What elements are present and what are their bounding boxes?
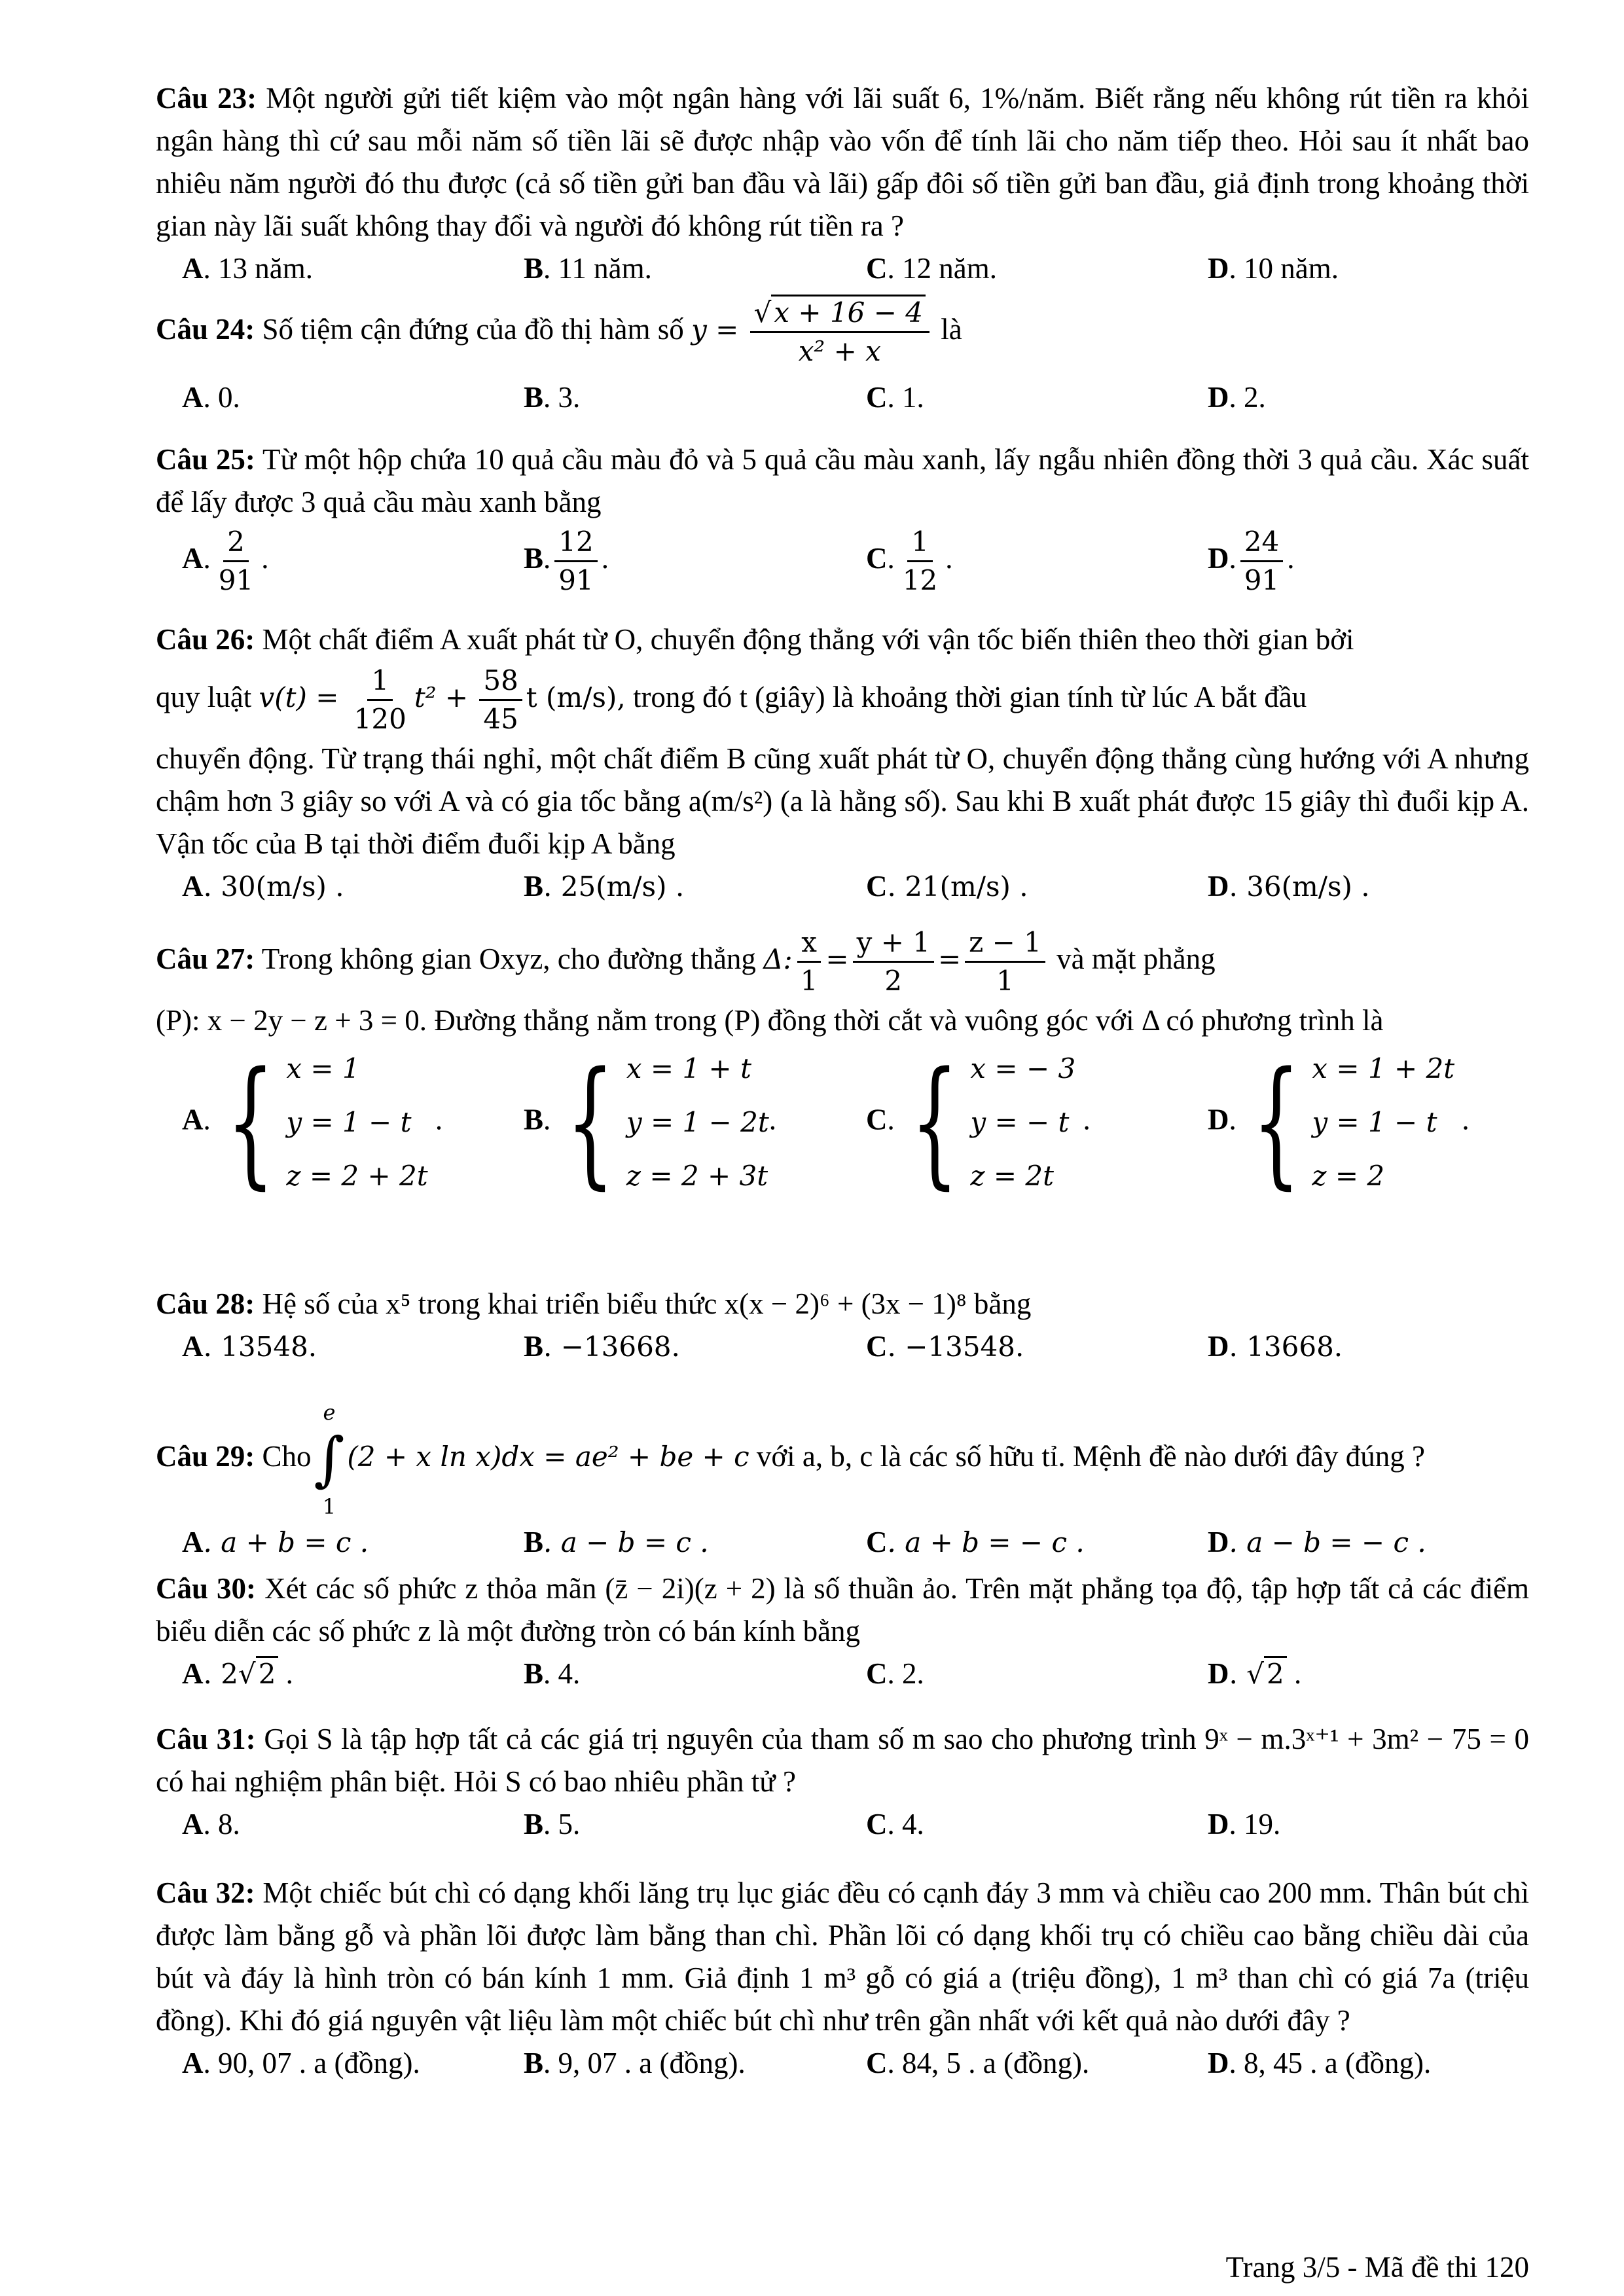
answer-options [156,247,1529,290]
option-d[interactable]: D. 19. [1208,1808,1281,1840]
option-b[interactable]: B. 3. [524,381,581,414]
option-c[interactable]: C. $\frac{1}{12}$ . [866,524,952,599]
option-a[interactable]: A. 8. [182,1808,240,1840]
page-footer: Trang 3/5 - Mã đề thi 120 [1225,2251,1529,2284]
option-a[interactable]: A. $\frac{2}{91}$ . [182,524,268,599]
question-28 [156,1283,1529,1368]
question-label: Câu 32: [156,1876,255,1909]
question-text: Từ một hộp chứa 10 quả cầu màu đỏ và 5 quả cầu màu xanh, lấy ngẫu nhiên đồng thời 3 quả cầu. Xác suất để lấy được 3 quả cầu màu xanh bằng [156,443,1530,518]
option-c[interactable]: C. 1. [866,381,924,414]
option-d[interactable]: D. $\frac{24}{91}$ . [1208,524,1294,599]
question-label: Câu 28: [156,1287,255,1320]
option-c[interactable]: C. 4. [866,1808,924,1840]
answer-options [156,2042,1529,2085]
question-label: Câu 30: [156,1572,257,1605]
option-d[interactable]: D. 13668. [1208,1330,1343,1363]
question-label: Câu 24: [156,312,255,346]
option-b[interactable]: B. a − b = c . [524,1525,709,1558]
option-c[interactable]: C. 2. [866,1657,924,1690]
answer-options [156,376,1529,419]
question-text: Xét các số phức z thỏa mãn (z̄ − 2i)(z + 2) là số thuần ảo. Trên mặt phẳng tọa độ, tập hợp tất cả các điểm biểu diễn các số phức z là một đường tròn có bán kính bằng [156,1572,1530,1647]
answer-options [156,1521,1529,1564]
question-label: Câu 23: [156,82,257,115]
answer-options [156,524,1529,596]
answer-options [156,1803,1529,1846]
question-text: Gọi S là tập hợp tất cả các giá trị nguyên của tham số m sao cho phương trình 9ˣ − m.3ˣ⁺¹ + 3m² − 75 = 0 có hai nghiệm phân biệt. Hỏi S có bao nhiêu phần tử ? [156,1723,1530,1798]
option-a[interactable]: A. a + b = c . [182,1525,369,1558]
option-b[interactable]: B. 4. [524,1657,581,1690]
answer-options [156,865,1529,908]
question-32 [156,1872,1529,2085]
question-25 [156,439,1529,596]
option-a[interactable]: A. 2√2 . [182,1657,293,1690]
option-c[interactable]: C. 21(m/s) . [866,870,1028,903]
option-b[interactable]: B. 25(m/s) . [524,870,685,903]
option-c[interactable]: C. { x = − 3 y = − t z = 2t . [866,1042,1091,1203]
option-d[interactable]: D. 2. [1208,381,1266,414]
option-a[interactable]: A. 90, 07 . a (đồng). [182,2047,420,2079]
option-d[interactable]: D. 10 năm. [1208,252,1339,285]
answer-options [156,1042,1529,1203]
question-29: Câu 29: Cho e ∫ 1 (2 + x ln x)dx = ae² + be + c với a, b, c là các số hữu tỉ. Mệnh đề nào dưới đây đúng ? A. a + b = c . B. a − b = c . C. a + b = − c . D. a − b = − c . [156,1394,1529,1564]
question-text: Một chiếc bút chì có dạng khối lăng trụ lục giác đều có cạnh đáy 3 mm và chiều cao 200 mm. Thân bút chì được làm bằng gỗ và phần lõi được làm bằng than chì. Phần lõi có dạng khối trụ có chiều cao bằng chiều dài của bút và đáy là hình tròn có bán kính 1 mm. Giả định 1 m³ gỗ có giá a (triệu đồng), 1 m³ than chì có giá 7a (triệu đồng). Khi đó giá nguyên vật liệu làm một chiếc bút chì như trên gần nhất với kết quả nào dưới đây ? [156,1876,1530,2037]
option-b[interactable]: B. $\frac{12}{91}$ . [524,524,609,599]
question-label: Câu 27: [156,942,255,975]
option-d[interactable]: D. 8, 45 . a (đồng). [1208,2047,1432,2079]
option-c[interactable]: C. a + b = − c . [866,1525,1085,1558]
option-b[interactable]: B. 5. [524,1808,581,1840]
option-c[interactable]: C. −13548. [866,1330,1024,1363]
option-c[interactable]: C. 12 năm. [866,252,997,285]
option-d[interactable]: D. √2 . [1208,1657,1302,1690]
option-d[interactable]: D. { x = 1 + 2t y = 1 − t z = 2 . [1208,1042,1470,1203]
question-26: Câu 26: Một chất điểm A xuất phát từ O, chuyển động thẳng với vận tốc biến thiên theo thời gian bởi quy luật v(t) = $\frac{1}{120}$ t² + $\frac{58}{45}$ t (m/s), trong đó t (giây) là khoảng thời gian tính từ lúc A bắt đầu chuyển động. Từ trạng thái nghỉ, một chất điểm B cũng xuất phát từ O, chuyển động thẳng cùng hướng với A nhưng chậm hơn 3 giây so với A và có gia tốc bằng a(m/s²) (a là hằng số). Sau khi B xuất phát được 15 giây thì đuổi kịp A. Vận tốc của B tại thời điểm đuổi kịp A bằng A. 30(m/s) . B. 25(m/s) . C. 21(m/s) . D. 36(m/s) . [156,619,1529,908]
question-27: Câu 27: Trong không gian Oxyz, cho đường thẳng Δ: $\frac{x}{1}$ = $\frac{y + 1}{2}$ = $\frac{z - 1}{1}$ và mặt phẳng (P): x − 2y − z + 3 = 0. Đường thẳng nằm trong (P) đồng thời cắt và vuông góc với Δ có phương trình là A. { x = 1 y = 1 − t z = 2 + 2t . B. { x = 1 + t y = 1 − 2t z = 2 + 3t . C. { x = − 3 y = − t z = 2t . D. { x = 1 + 2t y = 1 − t z = 2 . [156,923,1529,1193]
question-label: Câu 31: [156,1723,256,1755]
option-b[interactable]: B. −13668. [524,1330,680,1363]
question-label: Câu 26: [156,623,255,656]
question-label: Câu 29: [156,1440,255,1473]
option-a[interactable]: A. 13548. [182,1330,317,1363]
integral-sign: e ∫ 1 [314,1399,345,1519]
question-23 [156,77,1529,290]
answer-options [156,1325,1529,1368]
question-24: Câu 24: Số tiệm cận đứng của đồ thị hàm số y = $\frac{√x + 16 - 4}{\text{x² + x}}$ là A. 0. B. 3. C. 1. D. 2. [156,295,1529,419]
function-fraction: $\frac{√x + 16 - 4}{\text{x² + x}}$ [750,295,929,370]
option-b[interactable]: B. { x = 1 + t y = 1 − 2t z = 2 + 3t . [524,1042,776,1203]
question-30 [156,1568,1529,1695]
option-b[interactable]: B. 9, 07 . a (đồng). [524,2047,746,2079]
option-c[interactable]: C. 84, 5 . a (đồng). [866,2047,1090,2079]
option-a[interactable]: A. 0. [182,381,240,414]
option-b[interactable]: B. 11 năm. [524,252,652,285]
question-text: Hệ số của x⁵ trong khai triển biểu thức x(x − 2)⁶ + (3x − 1)⁸ bằng [262,1287,1032,1320]
option-d[interactable]: D. 36(m/s) . [1208,870,1370,903]
question-text: Một người gửi tiết kiệm vào một ngân hàng với lãi suất 6, 1%/năm. Biết rằng nếu không rút tiền ra khỏi ngân hàng thì cứ sau mỗi năm số tiền lãi sẽ được nhập vào vốn để tính lãi cho năm tiếp theo. Hỏi sau ít nhất bao nhiêu năm người đó thu được (cả số tiền gửi ban đầu và lãi) gấp đôi số tiền gửi ban đầu, giả định trong khoảng thời gian này lãi suất không thay đổi và người đó không rút tiền ra ? [156,82,1530,242]
question-label: Câu 25: [156,443,255,476]
question-31 [156,1718,1529,1846]
option-a[interactable]: A. { x = 1 y = 1 − t z = 2 + 2t . [182,1042,443,1203]
option-a[interactable]: A. 30(m/s) . [182,870,344,903]
option-d[interactable]: D. a − b = − c . [1208,1525,1426,1558]
answer-options [156,1653,1529,1695]
option-a[interactable]: A. 13 năm. [182,252,313,285]
